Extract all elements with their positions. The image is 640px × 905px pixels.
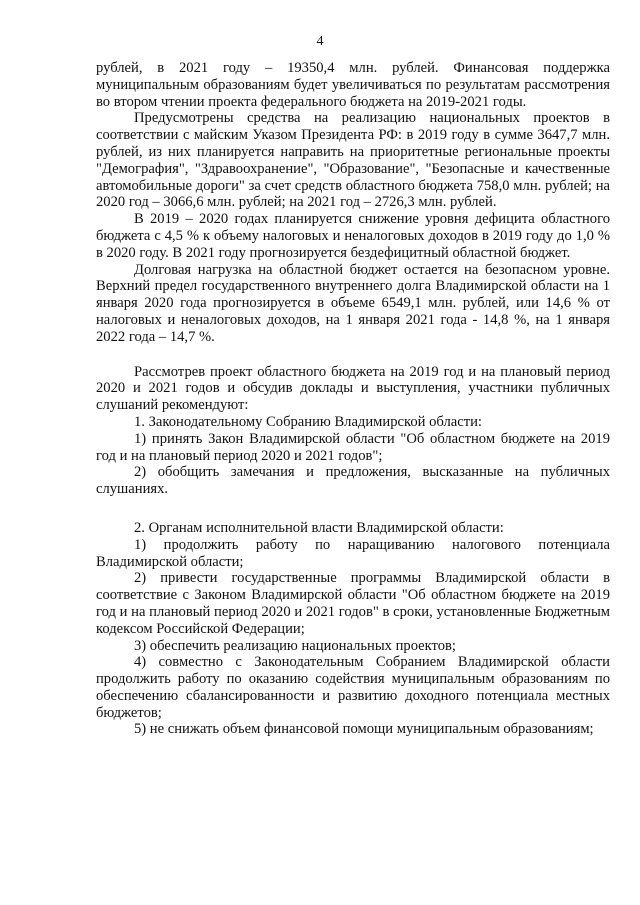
list-item-executive-1: 1) продолжить работу по наращиванию налогового потенциала Владимирской области; (96, 536, 610, 570)
list-item-executive-2: 2) привести государственные программы Владимирской области в соответствие с Законом Владимирской области "Об областном бюджете на 2019 год и на плановый период 2020 и 2021 годов" в сроки, установленные Бюджетным кодексом Российской Федерации; (96, 570, 610, 637)
paragraph-budget-support: рублей, в 2021 году – 19350,4 млн. рублей. Финансовая поддержка муниципальным образованиям будет увеличиваться по результатам рассмотрения во втором чтении проекта федерального бюджета на 2019-2021 годы. (96, 60, 610, 110)
paragraph-debt-load: Долговая нагрузка на областной бюджет остается на безопасном уровне. Верхний предел государственного внутреннего долга Владимирской области на 1 января 2020 года прогнозируется в объеме 6549,1 млн. рублей, или 14,6 % от налоговых и неналоговых доходов, на 1 января 2021 года - 14,8 %, на 1 января 2022 года – 14,7 %. (96, 261, 610, 345)
paragraph-recommendations-intro: Рассмотрев проект областного бюджета на 2019 год и на плановый период 2020 и 2021 годов и обсудив доклады и выступления, участники публичных слушаний рекомендуют: (96, 363, 610, 414)
paragraph-executive-heading: 2. Органам исполнительной власти Владимирской области: (134, 519, 504, 536)
list-item-legislative-2: 2) обобщить замечания и предложения, высказанные на публичных слушаниях. (96, 464, 610, 498)
list-item-legislative-1: 1) принять Закон Владимирской области "Об областном бюджете на 2019 год и на плановый период 2020 и 2021 годов"; (96, 430, 610, 464)
document-body (96, 60, 610, 738)
paragraph-legislative-heading: 1. Законодательному Собранию Владимирской области: (134, 413, 482, 430)
paragraph-national-projects: Предусмотрены средства на реализацию национальных проектов в соответствии с майским Указом Президента РФ: в 2019 году в сумме 3647,7 млн. рублей, из них планируется направить на приоритетные региональные проекты "Демография", "Здравоохранение", "Образование", "Безопасные и качественные автомобильные дороги" за счет средств областного бюджета 758,0 млн. рублей; на 2020 год – 3066,6 млн. рублей; на 2021 год – 2726,3 млн. рублей. (96, 110, 610, 211)
page-number: 4 (316, 34, 324, 49)
paragraph-deficit: В 2019 – 2020 годах планируется снижение уровня дефицита областного бюджета с 4,5 % к объему налоговых и неналоговых доходов в 2019 году до 1,0 % в 2020 году. В 2021 году прогнозируется бездефицитный областной бюджет. (96, 211, 610, 261)
list-item-executive-4: 4) совместно с Законодательным Собранием Владимирской области продолжить работу по оказанию содействия муниципальным образованиям по обеспечению сбалансированности и развитию доходного потенциала местных бюджетов; (96, 654, 610, 721)
list-item-executive-3: 3) обеспечить реализацию национальных проектов; (134, 637, 456, 654)
list-item-executive-5: 5) не снижать объем финансовой помощи муниципальным образованиям; (134, 721, 594, 738)
